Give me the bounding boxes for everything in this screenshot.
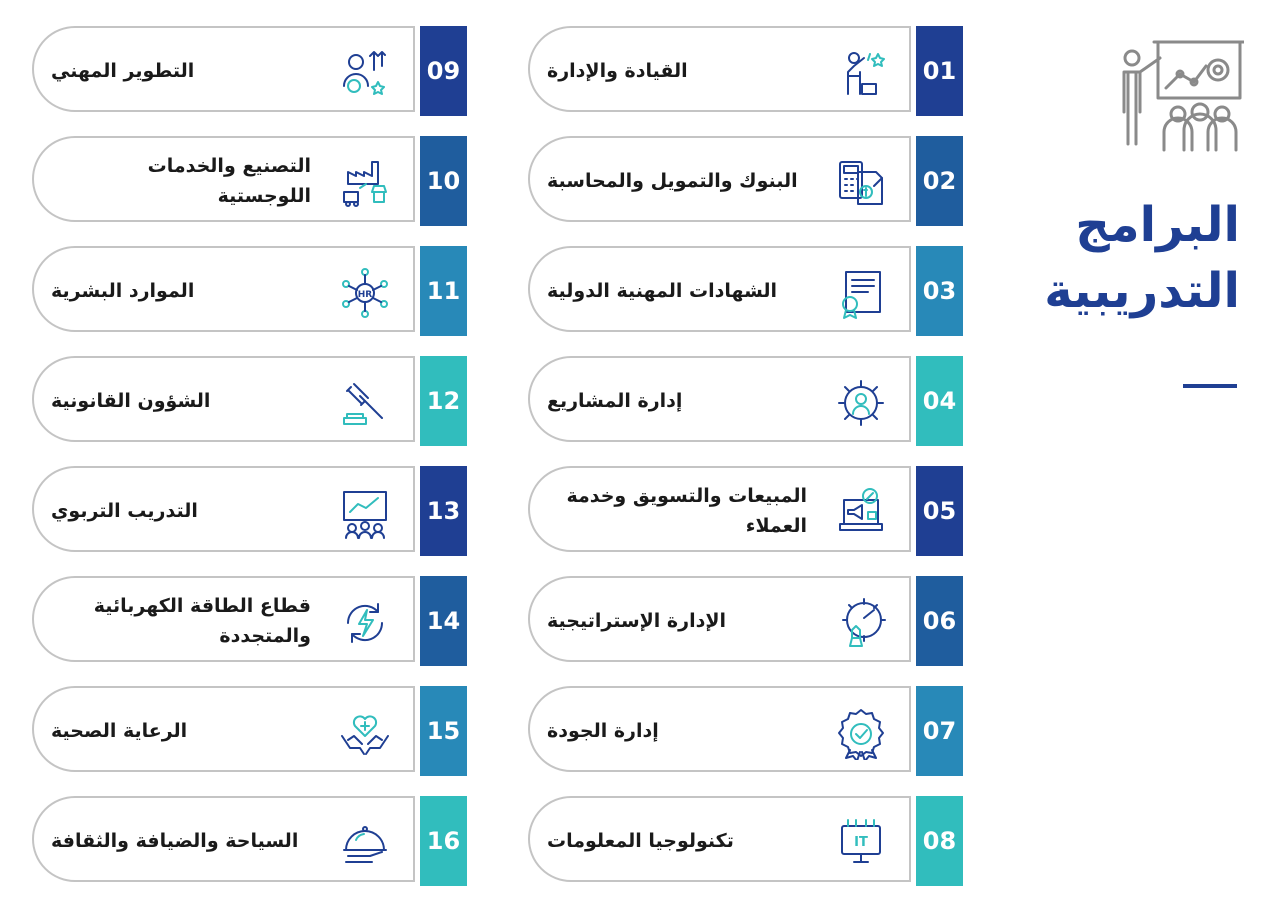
presentation-board-icon: [1118, 38, 1244, 154]
program-item[interactable]: [32, 576, 468, 666]
program-number: 07: [916, 686, 963, 776]
healthcare-hands-icon: [338, 706, 392, 760]
program-item[interactable]: [528, 686, 964, 776]
program-pill: [32, 796, 415, 882]
program-number: 08: [916, 796, 963, 886]
program-item[interactable]: [32, 26, 468, 116]
program-number: 11: [420, 246, 467, 336]
program-number: 09: [420, 26, 467, 116]
program-label: المبيعات والتسويق وخدمة العملاء: [566, 485, 807, 537]
program-item[interactable]: [32, 136, 468, 226]
classroom-board-icon: [338, 486, 392, 540]
strategy-chess-icon: [834, 596, 888, 650]
quality-badge-icon: [834, 706, 888, 760]
program-number: 06: [916, 576, 963, 666]
program-label: التصنيع والخدمات اللوجستية: [147, 155, 311, 207]
renewable-energy-icon: [338, 596, 392, 650]
program-number: 10: [420, 136, 467, 226]
program-label: إدارة المشاريع: [547, 390, 683, 412]
program-pill: [528, 466, 911, 552]
program-number: 02: [916, 136, 963, 226]
marketing-megaphone-icon: [834, 486, 888, 540]
professional-growth-icon: [338, 46, 392, 100]
program-label: القيادة والإدارة: [547, 60, 688, 82]
program-label: التدريب التربوي: [51, 500, 198, 522]
title-line-1: البرامج: [1075, 197, 1240, 253]
program-label: الشؤون القانونية: [51, 390, 211, 412]
program-pill: [528, 356, 911, 442]
program-item[interactable]: [528, 136, 964, 226]
program-pill: [32, 686, 415, 772]
program-pill: [528, 796, 911, 882]
program-item[interactable]: [32, 466, 468, 556]
program-label: تكنولوجيا المعلومات: [547, 830, 734, 852]
program-pill: [32, 26, 415, 112]
program-item[interactable]: [32, 246, 468, 336]
program-item[interactable]: [528, 246, 964, 336]
leader-stars-icon: [834, 46, 888, 100]
program-label: البنوك والتمويل والمحاسبة: [547, 170, 798, 192]
program-label: الرعاية الصحية: [51, 720, 188, 742]
program-label: قطاع الطاقة الكهربائية والمتجددة: [93, 595, 311, 647]
program-pill: [32, 136, 415, 222]
factory-truck-icon: [338, 156, 392, 210]
program-item[interactable]: [32, 686, 468, 776]
certificate-icon: [834, 266, 888, 320]
program-pill: [528, 686, 911, 772]
program-label: التطوير المهني: [51, 60, 195, 82]
svg-text:IT: IT: [854, 835, 868, 850]
title-line-2: التدريبية: [1044, 263, 1240, 319]
program-item[interactable]: [528, 466, 964, 556]
program-pill: [32, 576, 415, 662]
program-number: 16: [420, 796, 467, 886]
program-pill: [32, 356, 415, 442]
program-number: 04: [916, 356, 963, 446]
program-number: 15: [420, 686, 467, 776]
program-pill: [528, 246, 911, 332]
program-number: 05: [916, 466, 963, 556]
program-number: 12: [420, 356, 467, 446]
program-label: الشهادات المهنية الدولية: [547, 280, 778, 302]
program-item[interactable]: [528, 796, 964, 886]
calculator-invoice-icon: [834, 156, 888, 210]
program-number: 01: [916, 26, 963, 116]
gear-person-icon: [834, 376, 888, 430]
program-pill: [32, 466, 415, 552]
program-item[interactable]: [528, 576, 964, 666]
hospitality-cloche-icon: [338, 816, 392, 870]
program-pill: [528, 136, 911, 222]
program-pill: [528, 26, 911, 112]
program-label: الإدارة الإستراتيجية: [547, 610, 726, 632]
program-pill: [528, 576, 911, 662]
program-label: الموارد البشرية: [51, 280, 195, 302]
hr-network-icon: [338, 266, 392, 320]
svg-text:HR: HR: [357, 290, 373, 300]
program-label: إدارة الجودة: [547, 720, 659, 742]
program-number: 14: [420, 576, 467, 666]
program-item[interactable]: [528, 26, 964, 116]
program-item[interactable]: [528, 356, 964, 446]
gavel-icon: [338, 376, 392, 430]
program-pill: [32, 246, 415, 332]
page-title: [1010, 192, 1240, 324]
title-underline: [1183, 384, 1237, 388]
program-item[interactable]: [32, 356, 468, 446]
program-number: 13: [420, 466, 467, 556]
program-label: السياحة والضيافة والثقافة: [51, 830, 299, 852]
program-item[interactable]: [32, 796, 468, 886]
program-number: 03: [916, 246, 963, 336]
it-monitor-icon: [834, 816, 888, 870]
